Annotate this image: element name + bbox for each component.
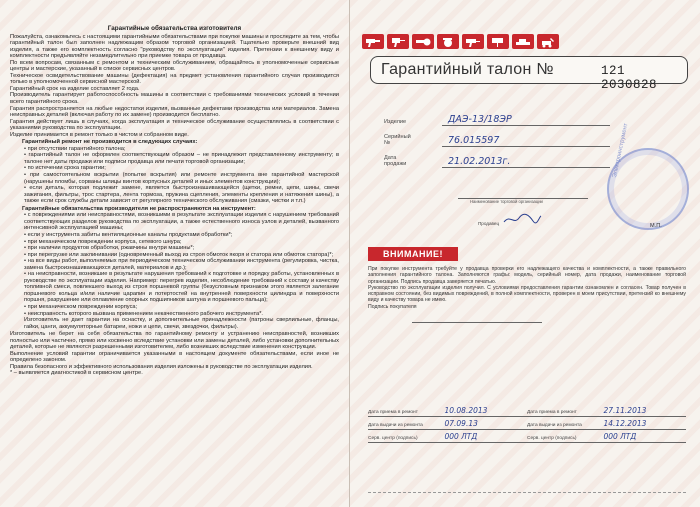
org-label: Наименование торговой организации [470,199,543,204]
terms-paragraph: Выполнение условий гарантии ограничивается указанными в настоящем документе обязательствами, если иное не определено законом. [10,350,339,364]
sale-date-value: 21.02.2013г. [448,156,511,167]
list-item: • по истечении срока гарантии; [24,165,106,172]
section-heading: Гарантийные обязательства производителя не распространяются на инструмент: [22,205,256,212]
table-row [368,404,686,417]
list-item: • если деталь, которая подлежит замене, является быстроизнашивающейся (щетки, ремни, цепи, шины, свечи зажигания, фильтры, трос стартера, лента тормоза, пружина сцепления, элементы крепления и натяжения шины), а также если срок службы детали зависит от регулярного технического обслуживания (смазки, чистки и т.п.) [24,185,339,205]
field-line [442,146,610,147]
stamp-text: Электроинструмент [612,122,630,179]
list-item: • на все виды работ, выполняемых при периодическом техническом обслуживании инструмента (регулировка, чистка, замена быстроизнашивающихся деталей, материалов и др.); [24,258,339,271]
table-label: Дата приема в ремонт [368,404,444,417]
warranty-card-page [350,0,700,507]
table-cell: 10.08.2013 [444,404,527,417]
buyer-signature-label: Подпись покупателя [368,303,417,310]
terms-paragraph: Гарантия действует лишь в случаях, когда эксплуатация и техническое обслуживание осуществлялись в соответствии с указаниями руководства по эксплуатации. [10,118,339,132]
terms-paragraph: Производитель гарантирует работоспособность машины в соответствии с требованиями технических условий в течении всего гарантийного срока. [10,92,339,106]
list-item: • при механическом повреждении корпуса, сетевого шнура; [24,238,182,245]
serial-value: 76.015597 [448,135,500,146]
field-line [442,167,610,168]
table-row [368,417,686,430]
notice-paragraph: Руководство по эксплуатации изделия получил. С условиями предоставления гарантии ознакомлен и согласен. Товар получен в исправном состоянии, без видимых повреждений, в полной комплектности, проверен в моем присутствии, претензий ко внешнему виду и качеству товара не имею. [368,284,686,304]
drill-icon [362,34,384,49]
saw-icon [437,34,459,49]
drill-icon [462,34,484,49]
warranty-number: 121 2030828 [601,64,658,92]
list-item: • при наличии продуктов обработки, ржавчины внутри машины*; [24,245,195,252]
notice-text [368,266,686,310]
table-cell: 07.09.13 [444,417,527,430]
list-item: • на неисправности, возникшие в результате нарушения требований к подготовке и порядку работы, установленных в руководстве по эксплуатации изделия. Например: перегрев изделия, несоблюдение требований к составу и качеству топливной смеси, повлекшего выход из строя поршневой группы (безусловным признаком этого является залегание поршневого кольца и/или наличие царапин и потертостей на внутренней поверхности цилиндра и поверхности поршня, разрушение или оплавление опорных подшипников шатуна и поршневого пальца); [24,271,339,304]
terms-paragraph: Изготовитель не берет на себя обязательства по гарантийному ремонту и устранению неисправностей, возникших полностью или частично, прямо или косвенно вследствие установки или замены деталей, либо установки дополнительных деталей, которые не являются разрешенными изготовителем, либо возникших вследствие изменения конструкции. [10,331,339,351]
table-label: Серв. центр (подпись) [368,430,444,443]
product-value: ДАЭ-13/18ЭР [448,114,512,125]
table-cell: 27.11.2013 [603,404,686,417]
warranty-title: Гарантийный талон № [381,61,554,78]
field-label: Изделие [384,119,407,125]
mower-icon [537,34,559,49]
grinder-icon [412,34,434,49]
table-label: Дата выдачи из ремонта [527,417,603,430]
table-label: Серв. центр (подпись) [527,430,603,443]
terms-paragraph: Техническое освидетельствование машины (дефектация) на предмет установления гарантийного случая производится только в уполномоченной сервисной мастерской. [10,72,339,86]
tool-icons-row [362,34,559,49]
stamp-mp-label: М.П. [650,223,662,229]
notice-paragraph: При покупке инструмента требуйте у продавца проверки его надлежащего качества и комплектности, а также правильного заполнения гарантийного талона. Заполняются графы: модель, серийный номер, дата продажи, наименование торговой организации. Подпись продавца заверяется печатью. [368,266,686,285]
terms-paragraph: Гарантия распространяется на любые недостатки изделия, вызванные дефектами производства или материалов. Замена неисправных деталей (включая работу по их замене) производится бесплатно. [10,105,339,119]
signature-scribble [502,212,542,226]
seller-label: Продавец [478,221,500,226]
terms-title: Гарантийные обязательства изготовителя [107,25,242,32]
field-label: Дата продажи [384,155,407,167]
terms-paragraph: Изделие принимается в ремонт только в чистом и собранном виде. [10,131,189,138]
field-line [442,125,610,126]
planer-icon [512,34,534,49]
list-item: • гарантийный талон не оформлен соответствующим образом – не принадлежит представленному инструменту; в талоне нет даты продажи или подписи продавца или печати торговой организации; [24,152,339,165]
buyer-signature-line [412,322,542,323]
terms-paragraph: По всем вопросам, связанным с ремонтом и техническим обслуживанием, обращайтесь в уполномоченные сервисные центры и мастерские, указанный в списке сервисных центров. [10,59,339,73]
list-item: Изготовитель не дает гарантии на оснастку, и дополнительные принадлежности (патроны сверлильные, фланцы, гайки, цанги, аккумуляторные батареи, ножи и цепи, свечи, звездочки, фильтры). [24,317,339,330]
attention-banner: ВНИМАНИЕ! [368,247,458,261]
list-item: • если у инструмента забиты вентиляционные каналы продуктами обработки*; [24,231,233,238]
section-heading: Гарантийный ремонт не производится в следующих случаях: [22,139,198,146]
footnote: * – выявляется диагностикой в сервисном центре. [10,370,143,377]
list-item: • неисправность которого вызвана применением некачественного рабочего инструмента*. [24,310,264,317]
terms-paragraph: Гарантийный срок на изделие составляет 2 года. [10,85,140,92]
table-cell: 14.12.2013 [603,417,686,430]
warranty-title-box [370,56,688,92]
table-label: Дата выдачи из ремонта [368,417,444,430]
list-item: • при перегрузке или заклинивании (одновременный выход из строя обмоток якоря и статора или обмоток статора)*; [24,251,334,258]
tear-line [368,492,686,493]
jigsaw-icon [487,34,509,49]
table-label: Дата приема в ремонт [527,404,603,417]
table-cell: 000 ЛТД [444,430,527,443]
list-item: • при самостоятельном вскрытии (попытке вскрытия) или ремонте инструмента вне гарантийной мастерской (нарушены пломбы, сорваны шлицы винтов корпусных деталей и иных элементов конструкции); [24,172,339,185]
drill-icon [387,34,409,49]
table-row [368,430,686,443]
table-cell: 000 ЛТД [603,430,686,443]
service-table [368,404,686,443]
list-item: • при механическом повреждении корпуса; [24,303,138,310]
field-label: Серийный № [384,134,411,146]
terms-paragraph: Пожалуйста, ознакомьтесь с настоящими гарантийными обязательствами при покупке машины и проследите за тем, чтобы гарантийный талон был заполнен надлежащим образом торговой организацией. Тщательно проверьте внешний вид изделия, а также его комплектность согласно "руководству по эксплуатации" изделия. Претензии к внешнему виду и комплектности предъявляйте незамедлительно при приемке товара от продавца. [10,33,339,60]
list-item: • с повреждениями или неисправностями, возникшими в результате эксплуатации изделия с нарушением требований соответствующих разделов руководства по эксплуатации, а также естественного износа узлов и деталей, вызванного интенсивной эксплуатацией машины; [24,212,339,232]
list-item: • при отсутствии гарантийного талона; [24,145,126,152]
terms-paragraph: Правила безопасного и эффективного использования изделия изложены в руководстве по эксплуатации изделия. [10,363,313,370]
